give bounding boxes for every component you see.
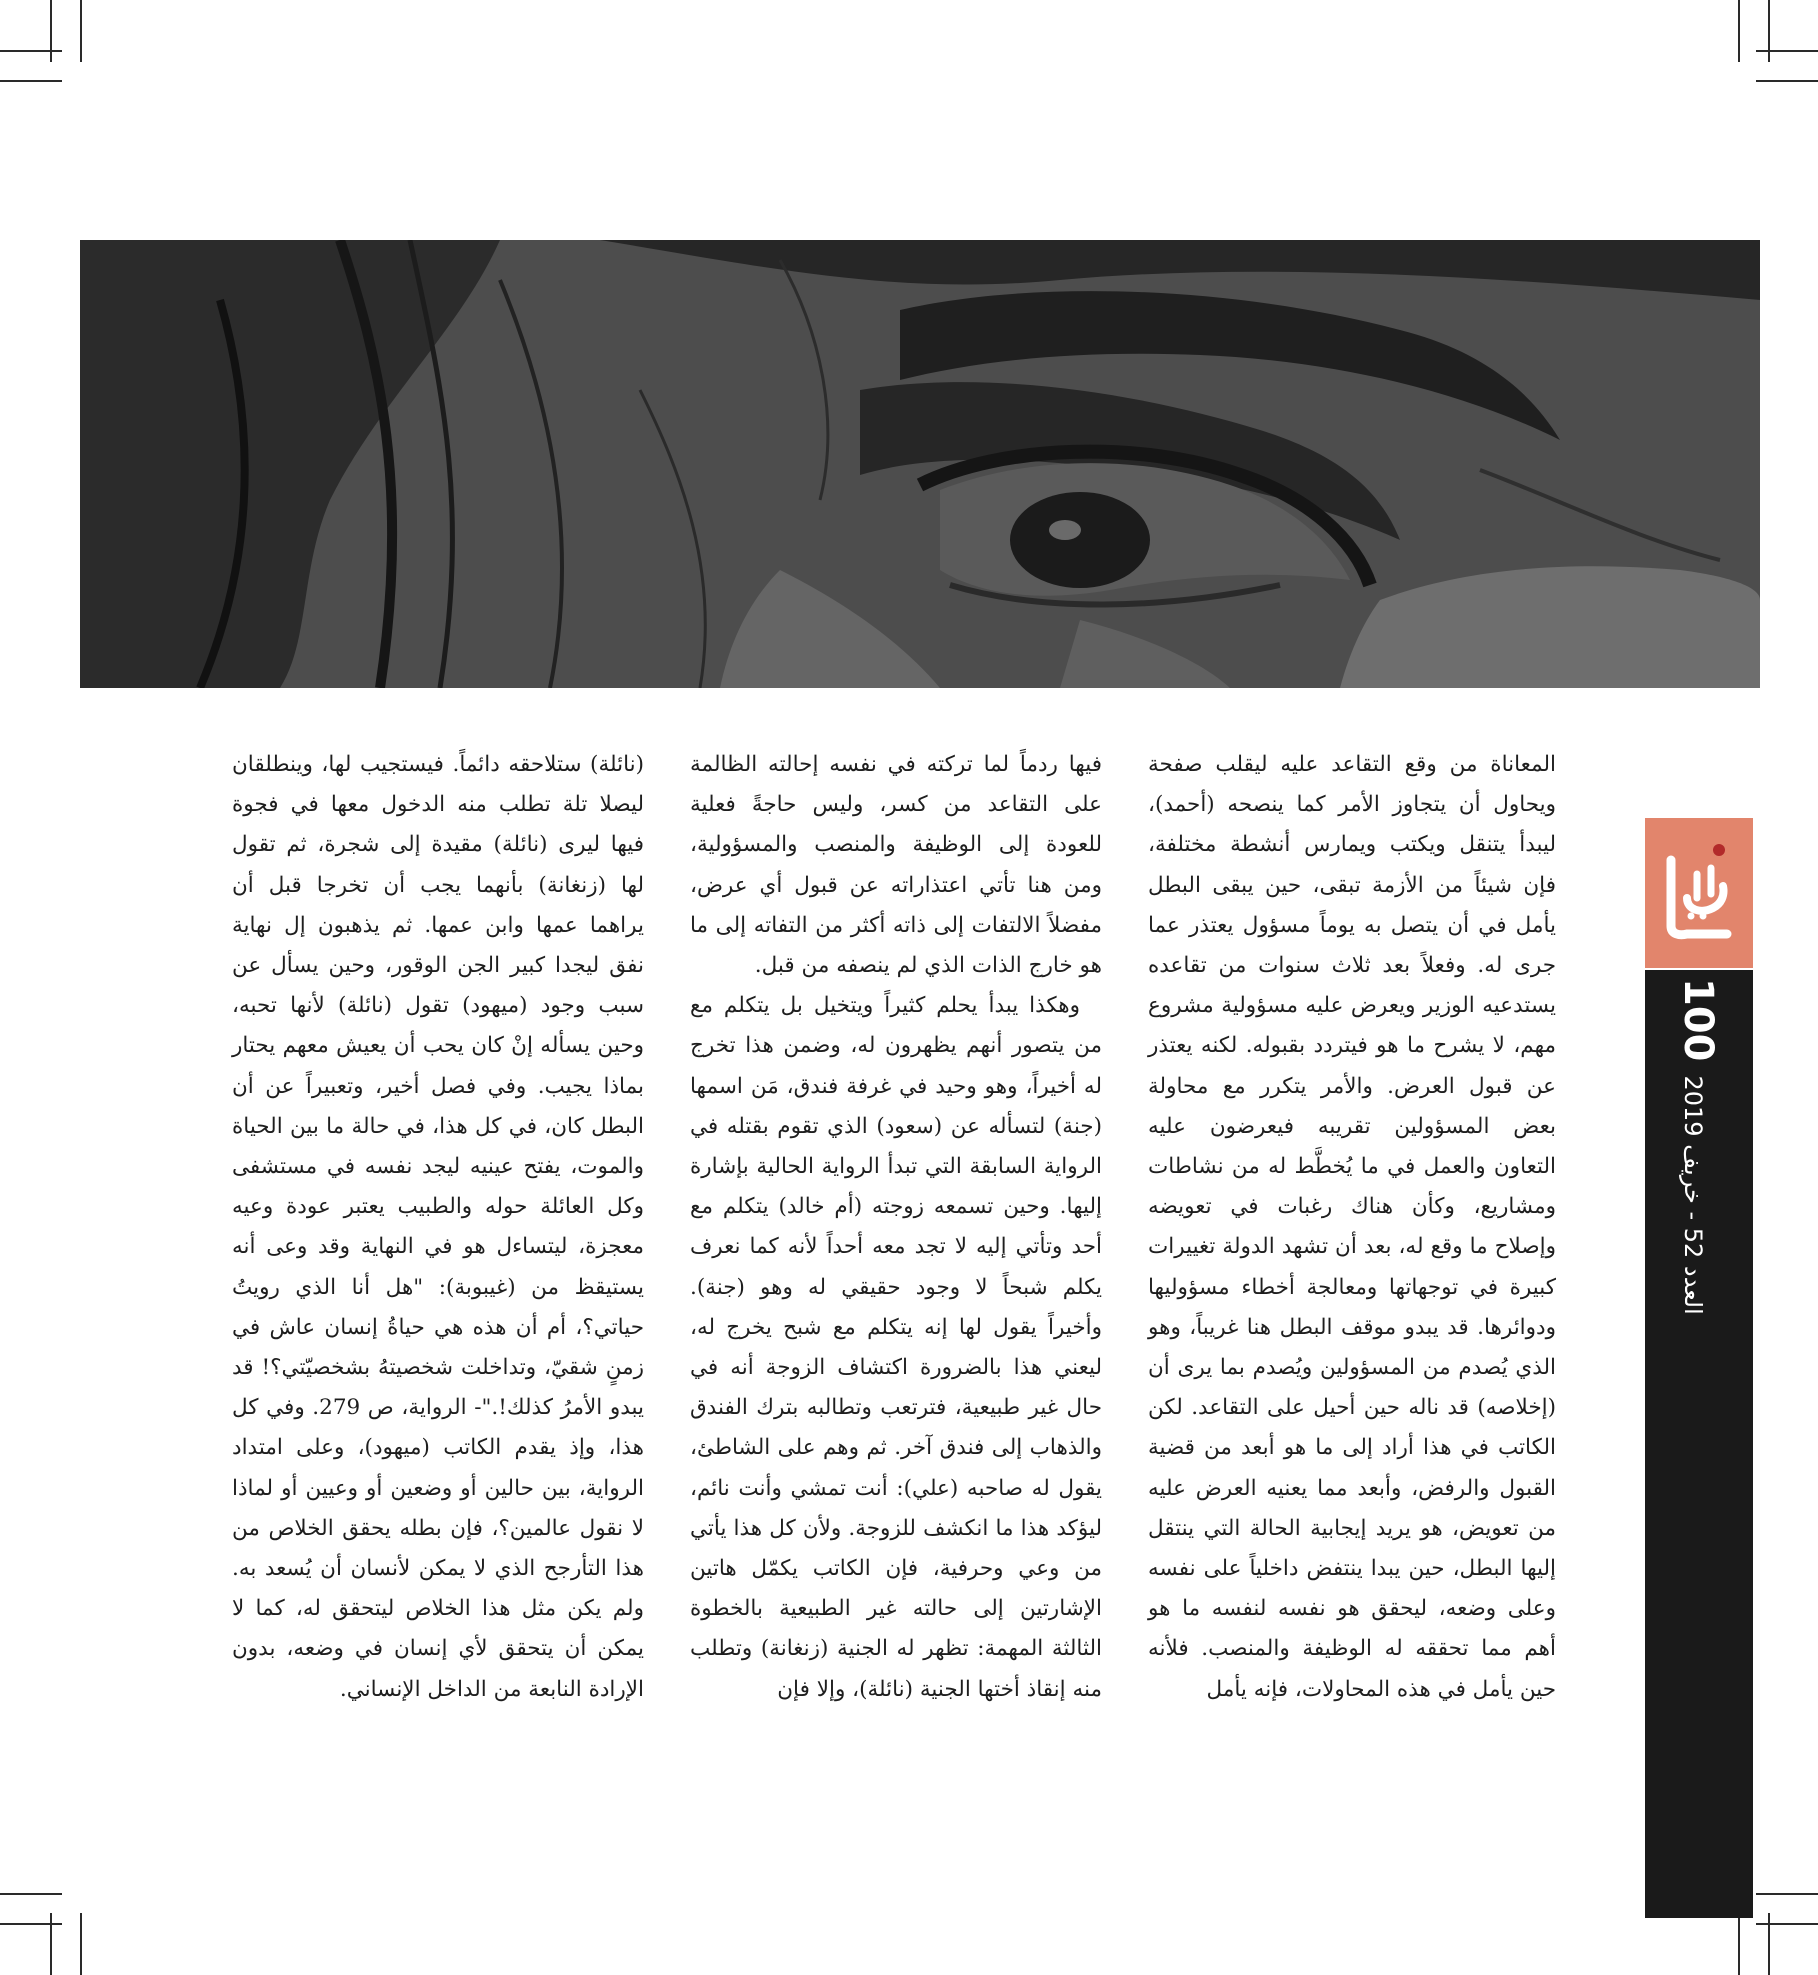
crop-mark bbox=[50, 0, 52, 62]
article-column-left bbox=[232, 745, 644, 1710]
section-tab bbox=[1645, 818, 1753, 1918]
crop-mark bbox=[0, 1893, 62, 1895]
crop-mark bbox=[1756, 80, 1818, 82]
article-column-middle bbox=[690, 745, 1102, 1710]
crop-mark bbox=[0, 1923, 62, 1925]
crop-mark bbox=[0, 80, 62, 82]
magazine-logo-box bbox=[1645, 818, 1753, 968]
crop-mark bbox=[1738, 1913, 1740, 1975]
eye-illustration-icon bbox=[80, 240, 1760, 688]
issue-label: العدد 52 - خريف 2019 bbox=[1679, 1075, 1707, 1315]
crop-mark bbox=[80, 0, 82, 62]
page-number: 100 bbox=[1675, 978, 1721, 1062]
crop-mark bbox=[0, 50, 62, 52]
crop-mark bbox=[1756, 50, 1818, 52]
crop-mark bbox=[80, 1913, 82, 1975]
paragraph: (نائلة) ستلاحقه دائماً. فيستجيب لها، وينطلقان ليصلا تلة تطلب منه الدخول معها في فجوة فيها ليرى (نائلة) مقيدة إلى شجرة، ثم تقول لها (زنغانة) بأنهما يجب أن تخرجا قبل أن يراهما عمها وابن عمها. ثم يذهبون إل نهاية نفق ليجدا كبير الجن الوقور، وحين يسأل عن سبب وجود (ميهود) تقول (نائلة) لأنها تحبه، وحين يسأله إنْ كان يحب أن يعيش معهم يحتار بماذا يجيب. وفي فصل أخير، وتعبيراً عن أن البطل كان، في كل هذا، في حالة ما بين الحياة والموت، يفتح عينيه ليجد نفسه في مستشفى وكل العائلة حوله والطبيب يعتبر عودة وعيه معجزة، ليتساءل هو في النهاية وقد وعى أنه يستيقظ من (غيبوبة): "هل أنا الذي رويتُ حياتي؟، أم أن هذه هي حياةُ إنسان عاش في زمنٍ شقيّ، وتداخلت شخصيتهُ بشخصيّتي؟! قد يبدو الأمرُ كذلك!."- الرواية، ص 279. وفي كل هذا، وإذ يقدم الكاتب (ميهود)، وعلى امتداد الرواية، بين حالين أو وضعين أو وعيين أو لماذا لا نقول عالمين؟، فإن بطله يحقق الخلاص من هذا التأرجح الذي لا يمكن لأنسان أن يُسعد به. ولم يكن مثل هذا الخلاص ليتحقق له، كما لا يمكن أن يتحقق لأي إنسان في وضعه، بدون الإرادة النابعة من الداخل الإنساني. bbox=[232, 752, 644, 1702]
crop-mark bbox=[1738, 0, 1740, 62]
magazine-logo-icon bbox=[1657, 838, 1741, 948]
crop-mark bbox=[1756, 1893, 1818, 1895]
page-info bbox=[1675, 978, 1721, 1315]
crop-mark bbox=[1768, 0, 1770, 62]
hero-illustration bbox=[80, 240, 1760, 688]
article-column-right bbox=[1148, 745, 1556, 1710]
paragraph: فيها ردماً لما تركته في نفسه إحالته الظالمة على التقاعد من كسر، وليس حاجةً فعلية للعودة إلى الوظيفة والمنصب والمسؤولية، ومن هنا تأتي اعتذاراته عن قبول أي عرض، مفضلاً الالتفات إلى ذاته أكثر من التفاته إلى ما هو خارج الذات الذي لم ينصفه من قبل. bbox=[690, 752, 1102, 979]
paragraph: وهكذا يبدأ يحلم كثيراً ويتخيل بل يتكلم مع من يتصور أنهم يظهرون له، وضمن هذا تخرج له أخيراً، وهو وحيد في غرفة فندق، مَن اسمها (جنة) لتسأله عن (سعود) الذي تقوم بقتله في الرواية السابقة التي تبدأ الرواية الحالية بإشارة إليها. وحين تسمعه زوجته (أم خالد) يتكلم مع أحد وتأتي إليه لا تجد معه أحداً لأنه كما نعرف يكلم شبحاً لا وجود حقيقي له وهو (جنة). وأخيراً يقول لها إنه يتكلم مع شبح يخرج له، ليعني هذا بالضرورة اكتشاف الزوجة أنه في حال غير طبيعية، فترتعب وتطالبه بترك الفندق والذهاب إلى فندق آخر. ثم وهم على الشاطئ، يقول له صاحبه (علي): أنت تمشي وأنت نائم، ليؤكد هذا ما انكشف للزوجة. ولأن كل هذا يأتي من وعي وحرفية، فإن الكاتب يكمّل هاتين الإشارتين إلى حالته غير الطبيعية بالخطوة الثالثة المهمة: تظهر له الجنية (زنغانة) وتطلب منه إنقاذ أختها الجنية (نائلة)، وإلا فإن bbox=[690, 993, 1102, 1702]
crop-mark bbox=[1756, 1923, 1818, 1925]
paragraph: المعاناة من وقع التقاعد عليه ليقلب صفحة ويحاول أن يتجاوز الأمر كما ينصحه (أحمد)، ليبدأ يتنقل ويكتب ويمارس أنشطة مختلفة، فإن شيئاً من الأزمة تبقى، حين يبقى البطل يأمل في أن يتصل به يوماً مسؤول يعتذر عما جرى له. وفعلاً بعد ثلاث سنوات من تقاعده يستدعيه الوزير ويعرض عليه مسؤولية مشروع مهم، لا يشرح ما هو فيتردد بقبوله. لكنه يعتذر عن قبول العرض. والأمر يتكرر مع محاولة بعض المسؤولين تقريبه فيعرضون عليه التعاون والعمل في ما يُخطَّط له من نشاطات ومشاريع، وكأن هناك رغبات في تعويضه وإصلاح ما وقع له، بعد أن تشهد الدولة تغييرات كبيرة في توجهاتها ومعالجة أخطاء مسؤوليها ودوائرها. قد يبدو موقف البطل هنا غريباً، وهو الذي يُصدم من المسؤولين ويُصدم بما يرى أن (إخلاصه) قد ناله حين أحيل على التقاعد. لكن الكاتب في هذا أراد إلى ما هو أبعد من قضية القبول والرفض، وأبعد مما يعنيه العرض عليه من تعويض، هو يريد إيجابية الحالة التي ينتقل إليها البطل، حين يبدا ينتفض داخلياً على نفسه وعلى وضعه، ليحقق هو نفسه لنفسه ما هو أهم مما تحققه له الوظيفة والمنصب. فلأنه حين يأمل في هذه المحاولات، فإنه يأمل bbox=[1148, 752, 1556, 1702]
